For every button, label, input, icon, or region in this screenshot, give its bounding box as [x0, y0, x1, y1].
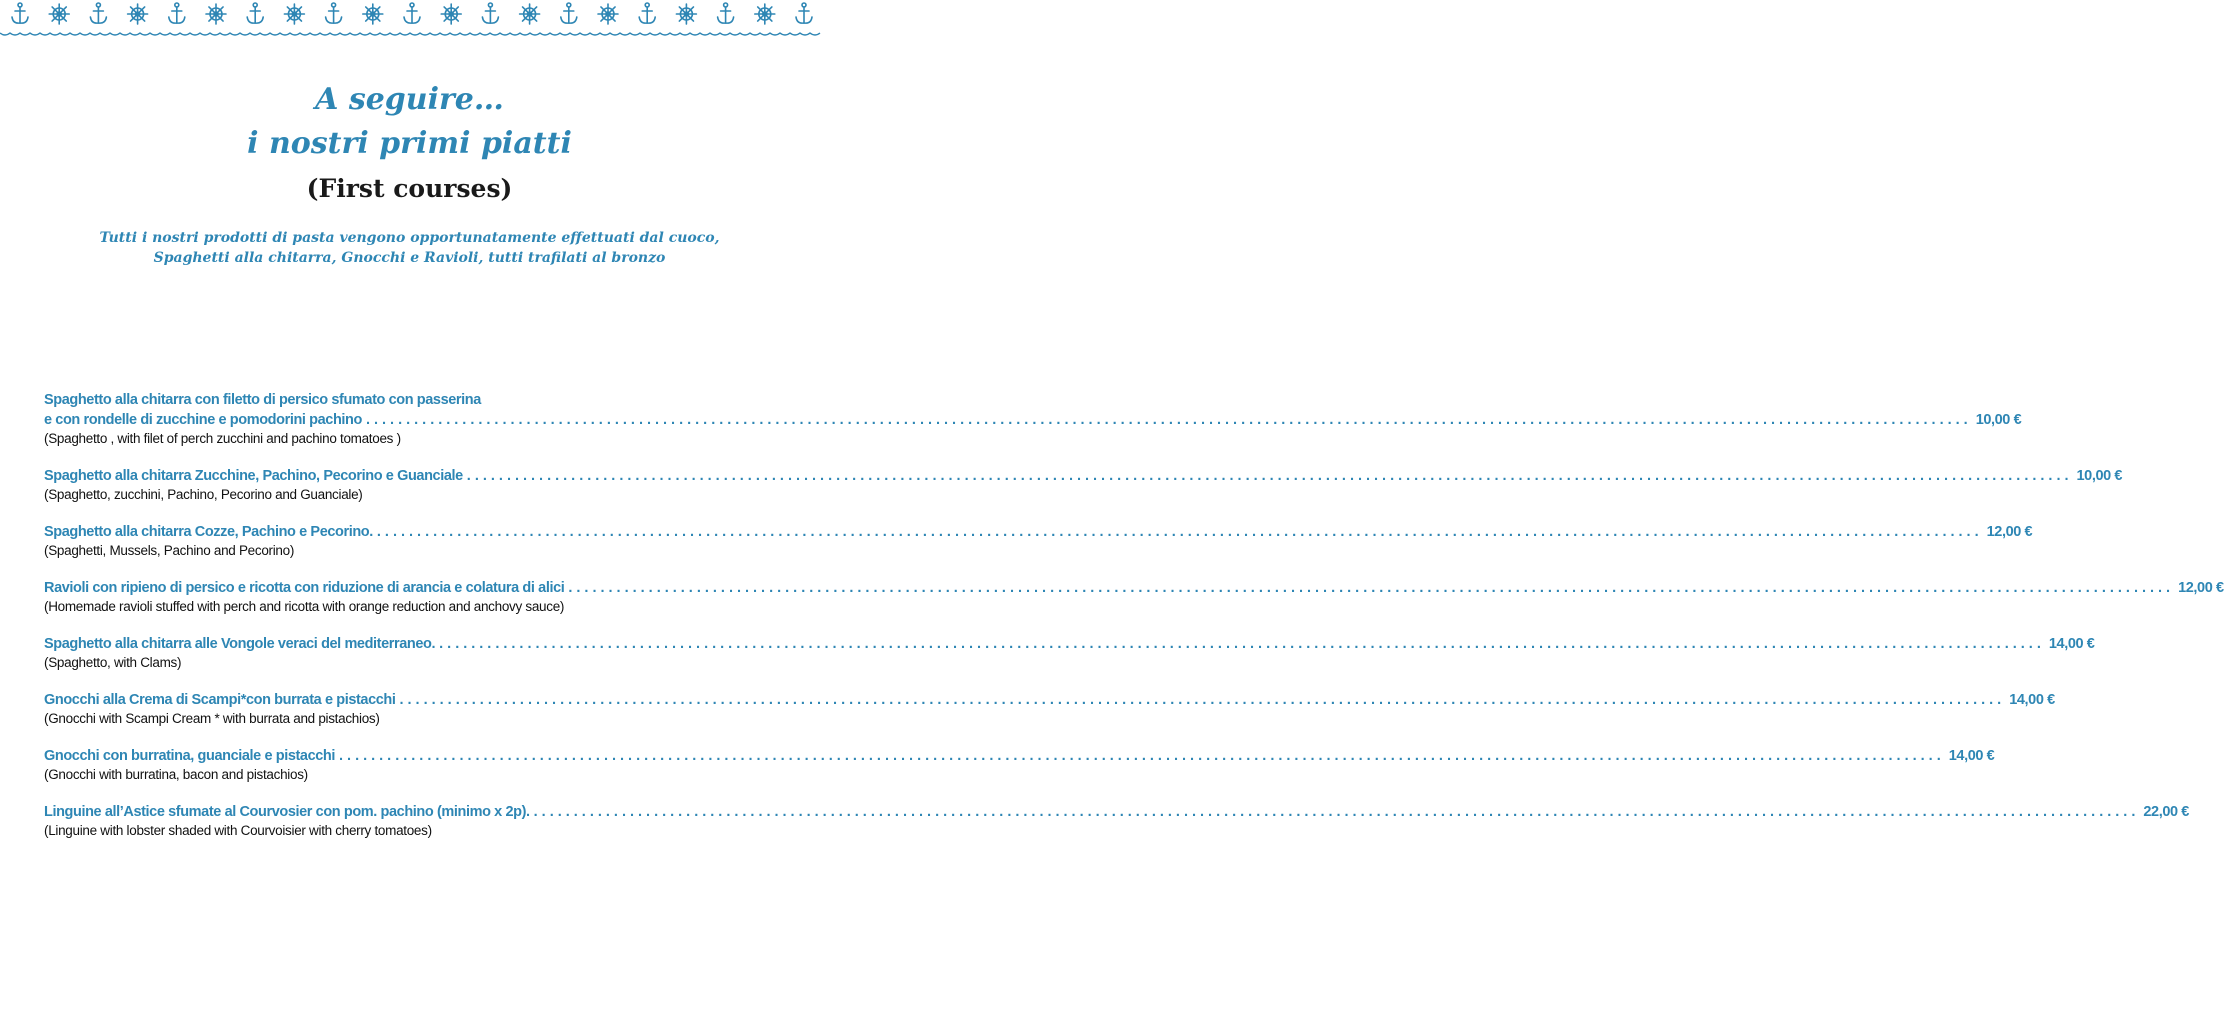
- anchor-icon: [169, 3, 185, 23]
- menu-item-name-line1: Spaghetto alla chitarra con filetto di persico sfumato con passerina: [44, 392, 481, 408]
- anchor-icon: [639, 3, 655, 23]
- menu-item-name: Ravioli con ripieno di persico e ricotta con riduzione di arancia e colatura di alici: [44, 580, 565, 596]
- menu-item-english: (Gnocchi with Scampi Cream * with burrata and pistachios): [44, 711, 380, 726]
- dot-leader: ........................................................................................................................................................................................................: [376, 524, 1983, 540]
- ship-wheel-icon: [206, 4, 226, 24]
- dot-leader: ........................................................................................................................................................................................................: [365, 412, 1972, 428]
- ship-wheel-icon: [49, 4, 69, 24]
- menu-item-english: (Spaghetti, Mussels, Pachino and Pecorino): [44, 543, 295, 558]
- menu-item-price: 10,00 €: [2076, 468, 2123, 484]
- anchor-icon: [718, 3, 734, 23]
- ship-wheel-icon: [598, 4, 618, 24]
- page-subtitle: (First courses): [306, 174, 513, 203]
- menu-item-english: (Linguine with lobster shaded with Courvoisier with cherry tomatoes): [44, 823, 432, 838]
- anchor-icon: [796, 3, 812, 23]
- menu-item-english: (Gnocchi with burratina, bacon and pistachios): [44, 767, 308, 782]
- menu-item-price: 12,00 €: [2178, 580, 2224, 596]
- ship-wheel-icon: [441, 4, 461, 24]
- menu-list: [44, 390, 2224, 858]
- anchor-icon: [404, 3, 420, 23]
- anchor-icon: [12, 3, 28, 23]
- ship-wheel-icon: [128, 4, 148, 24]
- menu-item-name: Spaghetto alla chitarra alle Vongole veraci del mediterraneo.: [44, 636, 436, 652]
- ship-wheel-icon: [520, 4, 540, 24]
- menu-item: [44, 390, 2022, 448]
- ship-wheel-icon: [676, 4, 696, 24]
- page-title-line2: i nostri primi piatti: [247, 126, 572, 161]
- menu-item-name: Linguine all’Astice sfumate al Courvosier con pom. pachino (minimo x 2p).: [44, 804, 530, 820]
- anchor-icon: [482, 3, 498, 23]
- anchor-icon: [90, 3, 106, 23]
- menu-item-name: Spaghetto alla chitarra Zucchine, Pachino, Pecorino e Guanciale: [44, 468, 463, 484]
- menu-item: [44, 578, 2224, 616]
- anchor-icon: [247, 3, 263, 23]
- menu-item-price: 22,00 €: [2143, 804, 2189, 820]
- dot-leader: ........................................................................................................................................................................................................: [533, 804, 2140, 820]
- intro-text-line1: Tutti i nostri prodotti di pasta vengono opportunatamente effettuati dal cuoco,: [99, 230, 720, 246]
- dot-leader: ........................................................................................................................................................................................................: [339, 748, 1945, 764]
- menu-item-english: (Spaghetto, zucchini, Pachino, Pecorino and Guanciale): [44, 487, 363, 502]
- menu-item-name: e con rondelle di zucchine e pomodorini pachino: [44, 412, 362, 428]
- ship-wheel-icon: [363, 4, 383, 24]
- menu-item-price: 14,00 €: [2009, 692, 2055, 708]
- dot-leader: ........................................................................................................................................................................................................: [399, 692, 2006, 708]
- menu-item: [44, 522, 2033, 560]
- dot-leader: ........................................................................................................................................................................................................: [568, 580, 2175, 596]
- nautical-border-graphic: [0, 0, 819, 40]
- menu-item-price: 12,00 €: [1986, 524, 2033, 540]
- menu-item: [44, 690, 2055, 728]
- page-title-line1: A seguire…: [315, 82, 504, 117]
- menu-item-english: (Spaghetto, with Clams): [44, 655, 182, 670]
- nautical-border: [0, 0, 819, 40]
- menu-item-price: 14,00 €: [2048, 636, 2095, 652]
- menu-item-price: 14,00 €: [1948, 748, 1995, 764]
- menu-item-price: 10,00 €: [1975, 412, 2022, 428]
- dot-leader: ........................................................................................................................................................................................................: [439, 636, 2045, 652]
- ship-wheel-icon: [755, 4, 775, 24]
- menu-item-name: Gnocchi con burratina, guanciale e pistacchi: [44, 748, 336, 764]
- menu-item-name: Gnocchi alla Crema di Scampi*con burrata e pistacchi: [44, 692, 396, 708]
- dot-leader: ........................................................................................................................................................................................................: [466, 468, 2073, 484]
- wave-line: [0, 33, 820, 35]
- menu-item: [44, 802, 2189, 840]
- menu-item: [44, 634, 2095, 672]
- anchor-icon: [561, 3, 577, 23]
- menu-item-english: (Spaghetto , with filet of perch zucchini and pachino tomatoes ): [44, 431, 401, 446]
- intro-text-line2: Spaghetti alla chitarra, Gnocchi e Ravioli, tutti trafilati al bronzo: [153, 250, 666, 266]
- menu-item-english: (Homemade ravioli stuffed with perch and ricotta with orange reduction and anchovy sauce): [44, 599, 565, 614]
- ship-wheel-icon: [284, 4, 304, 24]
- menu-item: [44, 466, 2123, 504]
- menu-item-name: Spaghetto alla chitarra Cozze, Pachino e Pecorino.: [44, 524, 373, 540]
- menu-item: [44, 746, 1995, 784]
- anchor-icon: [326, 3, 342, 23]
